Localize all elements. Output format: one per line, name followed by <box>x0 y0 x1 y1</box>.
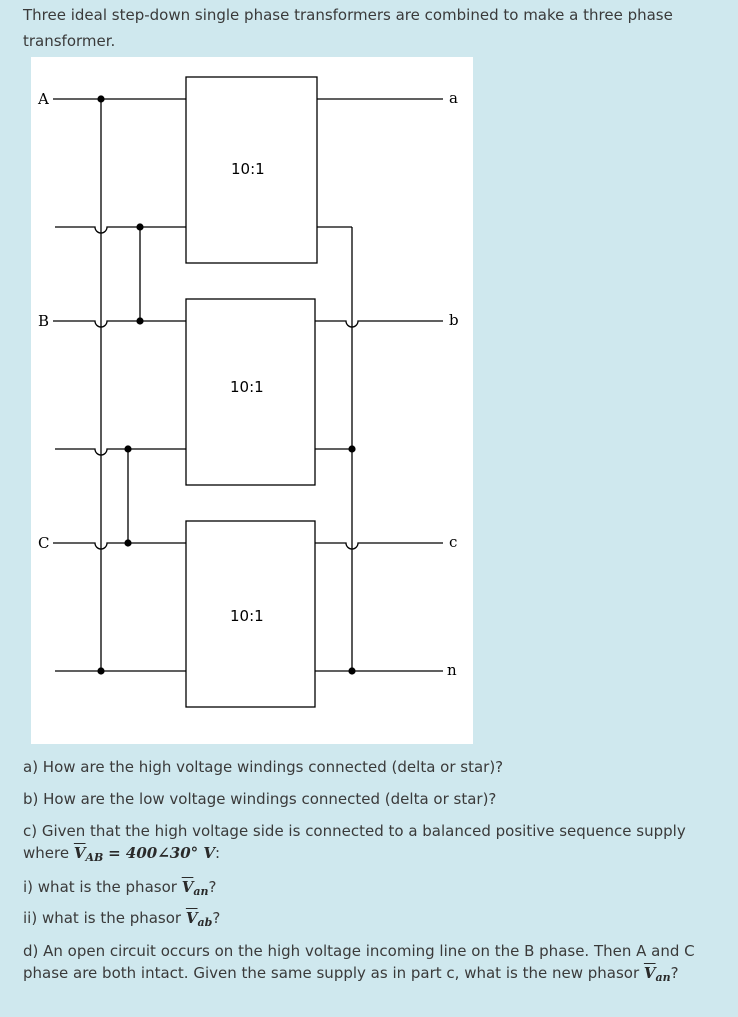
phasor-Van: $\overline{V}_{an}$ <box>181 878 209 898</box>
question-i-end: ? <box>208 878 217 896</box>
question-d-line2 <box>23 962 713 989</box>
question-c-line2 <box>23 842 713 869</box>
question-i <box>23 876 713 903</box>
line-C <box>53 543 186 549</box>
question-c-line1: c) Given that the high voltage side is connected to a balanced positive sequence supply <box>23 822 686 840</box>
junction-dot <box>124 539 131 546</box>
phasor-VAB-value: = 400∠30° V <box>108 844 216 862</box>
question-d-end: ? <box>670 964 679 982</box>
line-t1-lower <box>55 227 186 233</box>
line-t2-lower <box>55 449 186 455</box>
question-d-text: phase are both intact. Given the same supply as in part c, what is the new phasor <box>23 964 640 982</box>
junction-dot <box>124 445 131 452</box>
junction-dot <box>348 667 355 674</box>
phasor-Van-new: $\overline{V}_{an}$ <box>643 964 671 984</box>
question-ii-text: ii) what is the phasor <box>23 909 182 927</box>
ratio-label-2: 10:1 <box>230 378 264 396</box>
junction-dot <box>136 317 143 324</box>
question-i-text: i) what is the phasor <box>23 878 177 896</box>
junction-dot <box>97 667 104 674</box>
question-c <box>23 820 713 869</box>
terminal-b: b <box>449 311 459 329</box>
circuit-figure <box>31 57 473 744</box>
question-ii-end: ? <box>212 909 221 927</box>
terminal-B: B <box>38 312 50 330</box>
question-ii <box>23 907 713 934</box>
line-b <box>315 321 443 327</box>
terminal-C: C <box>38 534 50 552</box>
question-c-colon: : <box>215 844 221 862</box>
terminal-a: a <box>449 89 458 107</box>
question-b: b) How are the low voltage windings connected (delta or star)? <box>23 790 497 808</box>
terminal-n: n <box>447 661 457 679</box>
circuit-diagram <box>31 57 473 744</box>
phasor-Vab: $\overline{V}_{ab}$ <box>185 909 213 929</box>
question-d <box>23 940 713 989</box>
junction-dot <box>136 223 143 230</box>
junction-dot <box>348 445 355 452</box>
line-B <box>53 321 186 327</box>
line-c <box>315 543 443 549</box>
intro-text: Three ideal step-down single phase transformers are combined to make a three phase transformer. <box>23 6 673 50</box>
phasor-VAB: $\overline{V}_{AB}$ <box>73 844 104 864</box>
terminal-c: c <box>449 533 458 551</box>
junction-dot <box>97 95 104 102</box>
ratio-label-1: 10:1 <box>231 160 265 178</box>
question-a: a) How are the high voltage windings connected (delta or star)? <box>23 758 504 776</box>
question-c-where: where <box>23 844 70 862</box>
question-d-line1: d) An open circuit occurs on the high voltage incoming line on the B phase. Then A and C <box>23 942 695 960</box>
terminal-A: A <box>38 90 49 108</box>
ratio-label-3: 10:1 <box>230 607 264 625</box>
